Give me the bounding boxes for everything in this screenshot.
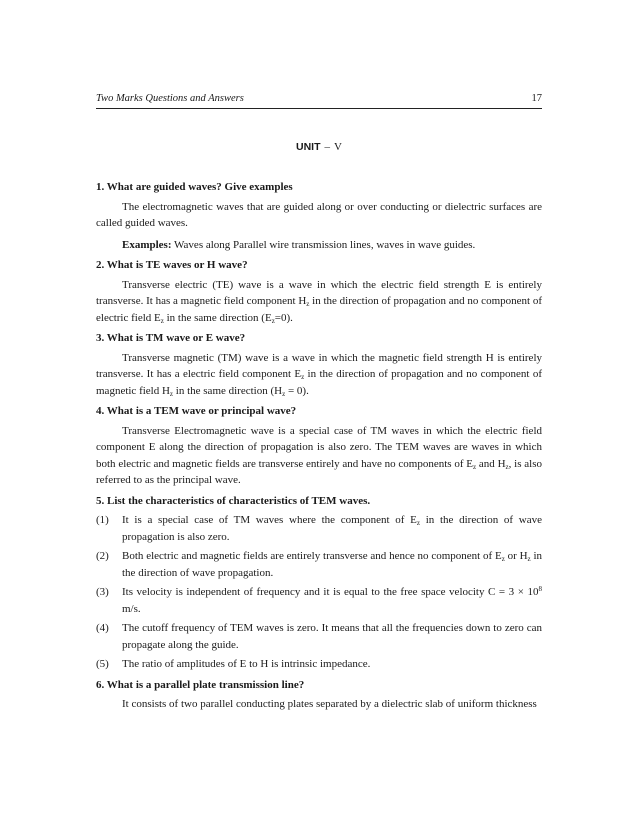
unit-label: UNIT xyxy=(296,141,321,153)
subscript-z: z xyxy=(301,373,305,381)
superscript-8: 8 xyxy=(538,585,542,593)
list-item-number: (4) xyxy=(96,622,109,634)
list-item-text: The cutoff frequency of TEM waves is zero. It means that all the frequencies down to zero can propagate along the guide. xyxy=(122,622,542,651)
list-item xyxy=(96,584,542,617)
answer-2-part-c: in the same direction (E xyxy=(163,311,272,324)
list-item-text: Both electric and magnetic fields are entirely transverse and hence no component of E xyxy=(122,550,502,562)
answer-2-part-b: in the direction of propagation and no component of electric field E xyxy=(96,295,542,324)
answer-3-part-c: in the same direction (H xyxy=(173,384,283,397)
answer-4-part-b: and H xyxy=(476,457,506,470)
page-content xyxy=(96,179,542,713)
unit-numeral: V xyxy=(334,141,342,153)
subscript-z: z xyxy=(271,316,275,325)
list-item-text: m/s. xyxy=(122,602,141,615)
subscript-z: z xyxy=(505,462,509,471)
question-4: 4. What is a TEM wave or principal wave? xyxy=(96,405,297,417)
list-item-number: (5) xyxy=(96,658,109,670)
answer-3-part-a: Transverse magnetic (TM) wave is a wave in which the magnetic field strength H is entirely transverse. It has a electric field component E xyxy=(96,351,542,380)
examples-text: Waves along Parallel wire transmission lines, waves in wave guides. xyxy=(171,238,476,251)
answer-6: It consists of two parallel conducting plates separated by a dielectric slab of uniform thickness xyxy=(122,698,537,710)
subscript-z: z xyxy=(527,555,531,563)
subscript-z: z xyxy=(416,519,420,527)
question-3: 3. What is TM wave or E wave? xyxy=(96,332,246,344)
subscript-z: z xyxy=(501,555,505,563)
unit-dash: – xyxy=(324,141,331,153)
subscript-z: z xyxy=(306,300,310,308)
list-item xyxy=(96,512,542,545)
list-item-text: The ratio of amplitudes of E to H is intrinsic impedance. xyxy=(122,658,371,670)
list-item-text: in the direction of wave propagation is also zero. xyxy=(122,514,542,543)
answer-2-part-d: =0). xyxy=(274,311,293,324)
page-number: 17 xyxy=(531,93,542,104)
answer-3 xyxy=(96,350,542,400)
answer-3-part-b: in the direction of propagation and no component of magnetic field H xyxy=(96,368,542,397)
answer-2-part-a: Transverse electric (TE) wave is a wave in which the electric field strength E is entirely transverse. It has a magnetic field component H xyxy=(96,278,542,307)
page-header xyxy=(96,93,542,107)
running-title: Two Marks Questions and Answers xyxy=(96,93,244,104)
list-item xyxy=(96,620,542,653)
list-item-text: in the direction of wave propagation. xyxy=(122,550,543,579)
list-item-number: (3) xyxy=(96,586,109,598)
subscript-z: z xyxy=(160,316,164,325)
question-5: 5. List the characteristics of characteristics of TEM waves. xyxy=(96,494,371,507)
question-1: 1. What are guided waves? Give examples xyxy=(96,181,293,193)
subscript-z: z xyxy=(282,389,286,398)
list-item-number: (1) xyxy=(96,514,109,526)
subscript-z: z xyxy=(169,389,174,398)
answer-1: The electromagnetic waves that are guided along or over conducting or dielectric surfaces are called guided waves. xyxy=(96,200,542,229)
list-item xyxy=(96,548,542,581)
answer-3-part-d: = 0). xyxy=(285,384,309,397)
answer-4 xyxy=(96,423,542,489)
answer-2 xyxy=(96,277,542,327)
list-item xyxy=(96,656,542,673)
subscript-z: z xyxy=(473,462,477,471)
list-item-text: Its velocity is independent of frequency and it is equal to the free space velocity C = 3 × 10 xyxy=(122,586,539,598)
examples-label: Examples: xyxy=(122,238,172,251)
question-6: 6. What is a parallel plate transmission line? xyxy=(96,678,305,691)
list-item-number: (2) xyxy=(96,550,109,562)
list-item-text: It is a special case of TM waves where the component of E xyxy=(122,514,417,526)
list-item-text: or H xyxy=(504,550,528,562)
answer-4-part-c: , is also referred to as the principal wave. xyxy=(96,457,542,486)
question-2: 2. What is TE waves or H wave? xyxy=(96,259,248,271)
examples-1 xyxy=(96,237,542,254)
header-rule xyxy=(96,108,542,109)
unit-heading xyxy=(96,137,542,155)
answer-4-part-a: Transverse Electromagnetic wave is a special case of TM waves in which the electric field component E along the direction of propagation is also zero. The TEM waves are waves in which both electric and magnetic fields are transverse entirely and have no components of E xyxy=(96,424,542,470)
